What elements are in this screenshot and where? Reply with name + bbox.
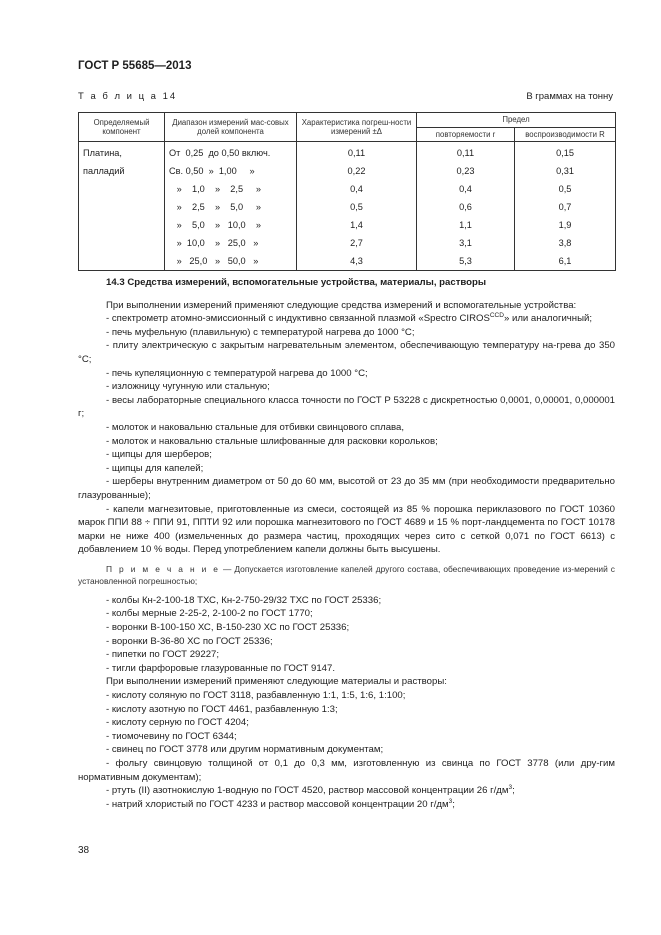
table-row — [79, 162, 616, 180]
cell-component — [79, 198, 165, 216]
header-reproducibility: воспроизводимости R — [515, 127, 616, 142]
cell-range: » 5,0 » 10,0 » — [165, 216, 297, 234]
list-item: - щипцы для капелей; — [106, 462, 204, 474]
list-item: - изложницу чугунную или стальную; — [106, 381, 270, 393]
superscript: 3 — [448, 797, 453, 805]
list-item: - тигли фарфоровые глазурованные по ГОСТ 9147. — [106, 662, 336, 674]
cell-delta: 0,11 — [297, 142, 417, 163]
list-item: - воронки В-36-80 ХС по ГОСТ 25336; — [106, 635, 273, 647]
cell-repeatability: 3,1 — [417, 234, 515, 252]
cell-range: От 0,25 до 0,50 включ. — [165, 142, 297, 163]
punctuation: ; — [512, 785, 515, 797]
list-item: - кислоту азотную по ГОСТ 4461, разбавленную 1:3; — [106, 703, 338, 715]
cell-component — [79, 180, 165, 198]
table-row — [79, 198, 616, 216]
table-caption: Т а б л и ц а 14 — [78, 91, 178, 102]
paragraph: При выполнении измерений применяют следующие средства измерений и вспомогательные устройства: — [106, 299, 577, 311]
list-item: - шерберы внутренним диаметром от 50 до 60 мм, высотой от 23 до 35 мм (при необходимости предварительно глазурованные); — [78, 476, 615, 501]
superscript: CCD — [489, 312, 504, 319]
list-item: - воронки В-100-150 ХС, В-150-230 ХС по ГОСТ 25336; — [106, 622, 350, 634]
cell-reproducibility: 6,1 — [515, 252, 616, 271]
header-repeatability: повторяемости r — [417, 127, 515, 142]
table-row — [79, 252, 616, 271]
cell-reproducibility: 1,9 — [515, 216, 616, 234]
table-unit: В граммах на тонну — [526, 91, 613, 102]
cell-component — [79, 234, 165, 252]
list-item-text: » или аналогичный; — [503, 313, 593, 325]
list-item: - кислоту серную по ГОСТ 4204; — [106, 717, 249, 729]
list-item: - печь купеляционную с температурой нагрева до 1000 °С; — [106, 367, 368, 379]
cell-range: » 1,0 » 2,5 » — [165, 180, 297, 198]
document-header: ГОСТ Р 55685—2013 — [78, 60, 192, 72]
header-component: Определяемый компонент — [79, 113, 165, 142]
list-item: - молоток и наковальню стальные для отбивки свинцового сплава, — [106, 421, 405, 433]
list-item — [78, 312, 615, 326]
cell-delta: 2,7 — [297, 234, 417, 252]
cell-range: » 10,0 » 25,0 » — [165, 234, 297, 252]
list-item: - кислоту соляную по ГОСТ 3118, разбавленную 1:1, 1:5, 1:6, 1:100; — [106, 690, 406, 702]
header-limit: Предел — [417, 113, 616, 128]
table-row — [79, 234, 616, 252]
cell-delta: 0,5 — [297, 198, 417, 216]
cell-delta: 0,4 — [297, 180, 417, 198]
list-item — [78, 798, 615, 812]
header-accuracy: Характеристика погреш-ности измерений ±Δ — [297, 113, 417, 142]
cell-range: » 25,0 » 50,0 » — [165, 252, 297, 271]
cell-reproducibility: 0,7 — [515, 198, 616, 216]
cell-component — [79, 252, 165, 271]
list-item: - фольгу свинцовую толщиной от 0,1 до 0,3 мм, изготовленную из свинца по ГОСТ 3778 (или дру-гим нормативным документам); — [78, 758, 615, 783]
list-item — [78, 784, 615, 798]
list-item: - тиомочевину по ГОСТ 6344; — [106, 730, 237, 742]
cell-range: » 2,5 » 5,0 » — [165, 198, 297, 216]
data-table — [78, 112, 616, 271]
cell-reproducibility: 0,5 — [515, 180, 616, 198]
note-label: П р и м е ч а н и е — [106, 563, 220, 574]
cell-repeatability: 0,6 — [417, 198, 515, 216]
list-item: - молоток и наковальню стальные шлифованные для расковки корольков; — [106, 435, 438, 447]
cell-range: Св. 0,50 » 1,00 » — [165, 162, 297, 180]
note — [78, 563, 615, 588]
section-title: 14.3 Средства измерений, вспомогательные устройства, материалы, растворы — [106, 277, 487, 288]
list-item: - пипетки по ГОСТ 29227; — [106, 649, 220, 661]
cell-delta: 1,4 — [297, 216, 417, 234]
note-text: — Допускается изготовление капелей другого состава, обеспечивающих проведение из-мерений с установленной погрешностью; — [78, 563, 615, 587]
cell-reproducibility: 0,15 — [515, 142, 616, 163]
list-item-text: - спектрометр атомно-эмиссионный с индуктивно связанной плазмой «Spectro CIROS — [106, 313, 490, 325]
table-row — [79, 180, 616, 198]
cell-reproducibility: 0,31 — [515, 162, 616, 180]
list-item-text: - ртуть (II) азотнокислую 1-водную по ГОСТ 4520, раствор массовой концентрации 26 г/дм — [106, 785, 509, 797]
cell-repeatability: 0,4 — [417, 180, 515, 198]
table-row — [79, 216, 616, 234]
list-item-text: - натрий хлористый по ГОСТ 4233 и раствор массовой концентрации 20 г/дм — [106, 798, 449, 810]
list-item: - колбы мерные 2-25-2, 2-100-2 по ГОСТ 1770; — [106, 608, 313, 620]
document-body — [78, 276, 615, 811]
cell-component — [79, 216, 165, 234]
cell-component: палладий — [79, 162, 165, 180]
cell-repeatability: 0,11 — [417, 142, 515, 163]
cell-delta: 0,22 — [297, 162, 417, 180]
superscript: 3 — [508, 784, 513, 791]
cell-delta: 4,3 — [297, 252, 417, 271]
paragraph: При выполнении измерений применяют следующие материалы и растворы: — [106, 676, 447, 688]
table-row — [79, 142, 616, 163]
cell-repeatability: 5,3 — [417, 252, 515, 271]
list-item: - щипцы для шерберов; — [106, 449, 212, 461]
punctuation: ; — [452, 798, 455, 810]
cell-repeatability: 1,1 — [417, 216, 515, 234]
list-item: - весы лабораторные специального класса точности по ГОСТ Р 53228 с дискретностью 0,0001, 0,00001, 0,000001 г; — [78, 394, 615, 420]
cell-component: Платина, — [79, 142, 165, 163]
list-item: - свинец по ГОСТ 3778 или другим нормативным документам; — [106, 744, 384, 756]
cell-repeatability: 0,23 — [417, 162, 515, 180]
header-range: Диапазон измерений мас-совых долей компонента — [165, 113, 297, 142]
list-item: - печь муфельную (плавильную) с температурой нагрева до 1000 °С; — [106, 326, 415, 338]
list-item: - плиту электрическую с закрытым нагревательным элементом, обеспечивающую температуру на-грева до 350 °С; — [78, 340, 615, 365]
list-item: - колбы Кн-2-100-18 ТХС, Кн-2-750-29/32 ТХС по ГОСТ 25336; — [106, 594, 382, 606]
page-number: 38 — [78, 845, 90, 856]
cell-reproducibility: 3,8 — [515, 234, 616, 252]
list-item: - капели магнезитовые, приготовленные из смеси, состоящей из 85 % порошка периклазового по ГОСТ 10360 марок ППИ 88 ÷ ППИ 91, ППТИ 92 или порошка магнезитового по ГОСТ 4689 и 15 % порт-ландцемента по ГОСТ 10178 марки не ниже 400 (измельченных до размера частиц, проходящих через сито с сеткой 0,071 по ГОСТ 6613) с добавлением 10 % воды. Перед употреблением капели должны быть высушены. — [78, 503, 615, 556]
